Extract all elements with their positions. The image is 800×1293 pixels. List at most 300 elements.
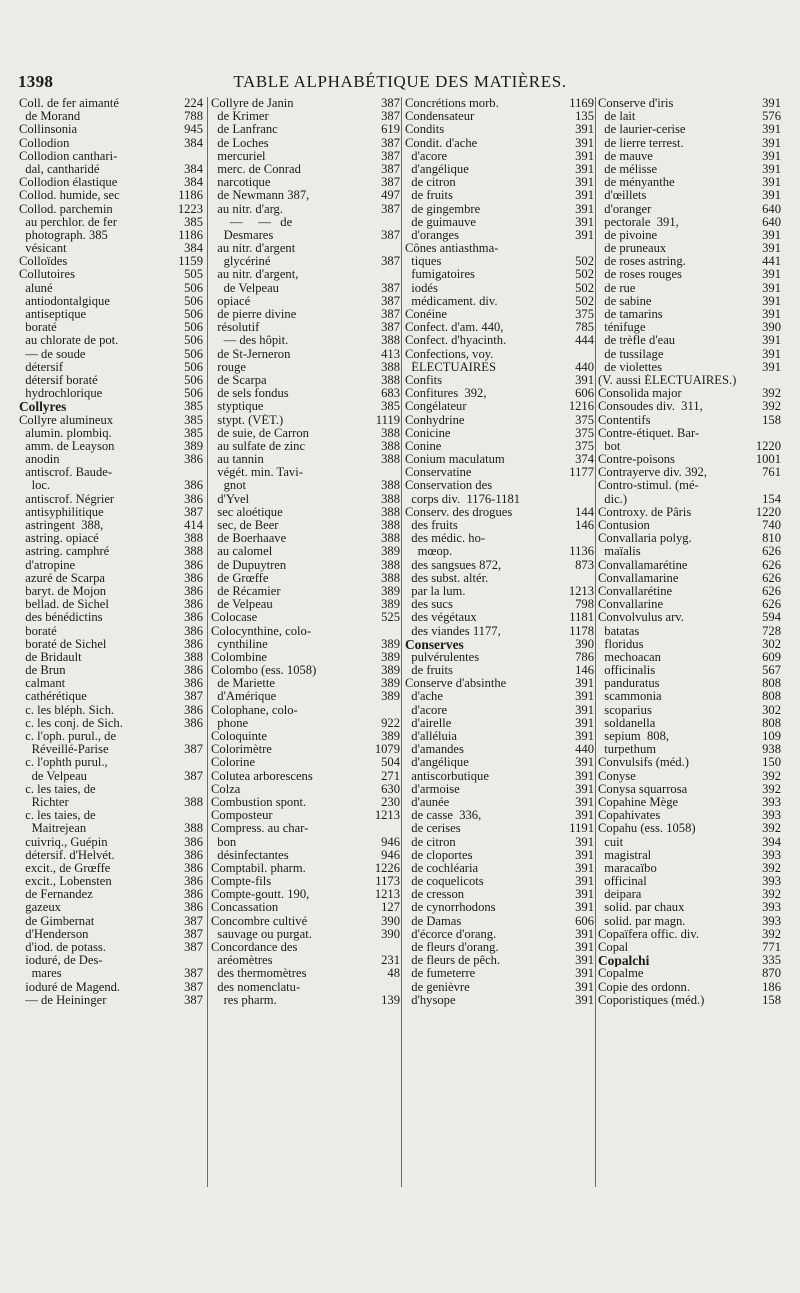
entry-page-ref (397, 268, 400, 281)
index-entry (19, 110, 203, 123)
entry-term: sec, de Beer (211, 519, 279, 532)
entry-page-ref: 502 (575, 281, 594, 295)
entry-term: de Dupuytren (211, 558, 287, 572)
entry-page-ref: 810 (762, 532, 781, 546)
entry-page-ref: 386 (184, 558, 203, 572)
entry-term: boraté de Sichel (19, 637, 107, 651)
entry-term: de Morand (19, 110, 81, 124)
index-entry (211, 176, 400, 189)
index-entry (598, 374, 781, 387)
index-entry (405, 321, 594, 334)
entry-term: Convolvulus arv. (598, 611, 684, 625)
index-entry (19, 559, 203, 572)
entry-page-ref: 393 (762, 901, 781, 915)
entry-term: calmant (19, 677, 66, 691)
entry-term: d'acore (405, 149, 448, 163)
entry-page-ref: 1223 (177, 202, 203, 216)
index-entry (598, 440, 781, 453)
index-entry (598, 809, 781, 822)
entry-term: pectorale 391, (598, 215, 679, 229)
entry-term: de Newmann 387, (211, 189, 310, 203)
index-entry (405, 519, 594, 532)
entry-term: Colorine (211, 756, 256, 770)
entry-term: de violettes (598, 360, 663, 374)
entry-term: officinal (598, 875, 647, 889)
entry-term: corps div. 1176-1181 (405, 492, 521, 506)
entry-page-ref: 391 (762, 97, 781, 110)
index-entry (211, 809, 400, 822)
entry-term: Convallamarine (598, 571, 679, 585)
entry-page-ref (397, 981, 400, 994)
entry-page-ref: 771 (762, 941, 781, 954)
entry-term: Cônes antiasthma- (405, 242, 499, 256)
entry-page-ref: 388 (184, 822, 203, 836)
entry-term: d'angélique (405, 756, 469, 770)
entry-term: de roses rouges (598, 268, 682, 282)
entry-page-ref: 506 (184, 360, 203, 374)
index-entry (19, 690, 203, 703)
index-entry (598, 559, 781, 572)
entry-page-ref: 139 (381, 993, 400, 1007)
index-entry (598, 796, 781, 809)
index-entry (19, 743, 203, 756)
entry-page-ref: 389 (381, 690, 400, 704)
entry-page-ref: 392 (762, 769, 781, 783)
index-entry (19, 809, 203, 822)
entry-term: narcotique (211, 176, 271, 190)
index-entry (598, 334, 781, 347)
index-entry (405, 730, 594, 743)
entry-page-ref: 388 (381, 571, 400, 585)
index-entry (405, 664, 594, 677)
entry-page-ref: 387 (381, 202, 400, 216)
entry-term: amm. de Leayson (19, 439, 115, 453)
entry-term: astringent 388, (19, 519, 104, 532)
entry-term: fumigatoires (405, 268, 475, 282)
entry-page-ref: 728 (762, 624, 781, 638)
entry-term: d'alléluia (405, 730, 457, 743)
entry-page-ref: 384 (184, 176, 203, 190)
entry-term: de sabine (598, 294, 652, 308)
entry-page-ref (200, 783, 203, 796)
entry-page-ref: 391 (762, 176, 781, 190)
entry-term: de roses astring. (598, 255, 686, 269)
entry-term: d'œillets (598, 189, 647, 203)
index-entry (211, 611, 400, 624)
entry-term: Contrayerve div. 392, (598, 466, 708, 480)
entry-page-ref (591, 493, 594, 506)
entry-term: de Fernandez (19, 888, 93, 902)
entry-term: phone (211, 716, 249, 730)
entry-term: Collod. parchemin (19, 202, 113, 216)
entry-page-ref: 48 (387, 967, 400, 981)
entry-term: antiscrof. Négrier (19, 492, 115, 506)
entry-term: excit., Lobensten (19, 875, 112, 889)
entry-term: des médic. ho- (405, 532, 486, 546)
entry-term: Condit. d'ache (405, 136, 478, 150)
index-entry (19, 137, 203, 150)
entry-page-ref (591, 572, 594, 585)
index-entry (405, 611, 594, 624)
entry-page-ref: 393 (762, 795, 781, 809)
entry-term: de rue (598, 281, 636, 295)
entry-term: de cochléaria (405, 861, 479, 875)
entry-term: batatas (598, 624, 640, 638)
index-entry (19, 638, 203, 651)
index-entry (405, 994, 594, 1007)
entry-term: antiscrof. Baude- (19, 466, 113, 480)
entry-page-ref: 385 (184, 426, 203, 440)
entry-page-ref: 385 (184, 215, 203, 229)
column-divider (401, 97, 402, 1187)
entry-page-ref: 506 (184, 281, 203, 295)
entry-term: c. les bléph. Sich. (19, 703, 115, 717)
entry-page-ref: 388 (381, 426, 400, 440)
entry-page-ref: 386 (184, 703, 203, 717)
index-entry (405, 229, 594, 242)
index-entry (598, 163, 781, 176)
entry-page-ref: 387 (381, 97, 400, 110)
index-entry (211, 532, 400, 545)
index-entry (405, 387, 594, 400)
index-entry (405, 651, 594, 664)
index-entry (19, 400, 203, 413)
entry-page-ref: 391 (762, 281, 781, 295)
entry-page-ref: 626 (762, 584, 781, 598)
index-entry (211, 743, 400, 756)
entry-term: officinalis (598, 664, 656, 678)
entry-page-ref: 387 (381, 255, 400, 269)
entry-term: hydrochlorique (19, 387, 103, 401)
index-entry (19, 255, 203, 268)
entry-term: Collyre alumineux (19, 413, 114, 427)
entry-term: Copaïfera offic. div. (598, 927, 700, 941)
entry-page-ref: 391 (762, 334, 781, 348)
index-entry (598, 216, 781, 229)
entry-page-ref: 391 (762, 189, 781, 203)
entry-page-ref: 808 (762, 677, 781, 691)
entry-page-ref: 761 (762, 466, 781, 480)
index-entry (211, 888, 400, 901)
entry-term: Combustion spont. (211, 795, 307, 809)
entry-term: photograph. 385 (19, 228, 108, 242)
index-entry (598, 242, 781, 255)
entry-page-ref: 1136 (569, 545, 594, 559)
entry-term: de trèfle d'eau (598, 334, 676, 348)
index-entry (211, 849, 400, 862)
entry-page-ref: 271 (381, 769, 400, 783)
index-entry (211, 216, 400, 229)
entry-page-ref: 497 (381, 189, 400, 203)
entry-page-ref: 391 (575, 123, 594, 137)
index-entry (405, 479, 594, 492)
index-entry (211, 954, 400, 967)
entry-page-ref (200, 150, 203, 163)
entry-term: d'amandes (405, 743, 464, 757)
entry-term: par la lum. (405, 584, 466, 598)
column-divider (207, 97, 208, 1187)
entry-term: de coquelicots (405, 875, 484, 889)
entry-page-ref: 393 (762, 875, 781, 889)
entry-term: détersif. d'Helvét. (19, 848, 115, 862)
index-entry (405, 967, 594, 980)
entry-term: pulvérulentes (405, 650, 480, 664)
index-entry (211, 282, 400, 295)
entry-page-ref: 391 (575, 690, 594, 704)
entry-page-ref: 1001 (755, 453, 781, 467)
entry-page-ref: 389 (381, 677, 400, 691)
entry-term: stypt. (VÉT.) (211, 413, 284, 427)
entry-page-ref: 388 (381, 439, 400, 453)
entry-page-ref: 386 (184, 492, 203, 506)
index-entry (405, 783, 594, 796)
entry-term: végét. min. Tavi- (211, 466, 303, 480)
entry-page-ref: 392 (762, 400, 781, 414)
index-entry (405, 189, 594, 202)
entry-term: Compress. au char- (211, 822, 309, 836)
entry-term: de Velpeau (211, 281, 279, 295)
entry-term: Conéine (405, 308, 447, 321)
entry-page-ref: 391 (575, 162, 594, 176)
entry-term: antiseptique (19, 308, 87, 321)
entry-term: d'oranger (598, 202, 652, 216)
index-entry (211, 730, 400, 743)
entry-page-ref: 391 (575, 769, 594, 783)
entry-term: d'atropine (19, 558, 76, 572)
entry-term: mœop. (405, 545, 453, 559)
index-entry (598, 928, 781, 941)
entry-term: d'écorce d'orang. (405, 927, 497, 941)
index-entry (405, 704, 594, 717)
entry-page-ref (591, 479, 594, 492)
entry-page-ref: 391 (762, 360, 781, 374)
entry-page-ref: 391 (575, 954, 594, 968)
page-number: 1398 (18, 72, 54, 91)
entry-page-ref: 387 (381, 228, 400, 242)
entry-term: de tussilage (598, 347, 664, 361)
index-entry (598, 506, 781, 519)
index-entry (211, 941, 400, 954)
entry-page-ref: 391 (762, 123, 781, 137)
index-entry (598, 822, 781, 835)
entry-term: de Récamier (211, 584, 281, 598)
index-entry (405, 625, 594, 638)
entry-page-ref (778, 479, 781, 492)
entry-term: de mélisse (598, 162, 658, 176)
index-entry (598, 836, 781, 849)
entry-term: des subst. altér. (405, 571, 489, 585)
entry-term: Contre-étiquet. Bar- (598, 426, 700, 440)
entry-page-ref (397, 242, 400, 255)
index-entry (405, 466, 594, 479)
entry-page-ref: 158 (762, 993, 781, 1007)
entry-page-ref: 1186 (178, 228, 203, 242)
index-entry (19, 585, 203, 598)
entry-term: de laurier-cerise (598, 123, 686, 137)
entry-page-ref: 391 (762, 308, 781, 321)
entry-term: d'Amérique (211, 690, 277, 704)
entry-page-ref: 808 (762, 690, 781, 704)
entry-page-ref: 391 (575, 809, 594, 823)
entry-term: Comptabil. pharm. (211, 861, 306, 875)
entry-term: excit., de Grœffe (19, 861, 111, 875)
index-entry (19, 770, 203, 783)
index-entry (211, 690, 400, 703)
index-entry (19, 176, 203, 189)
index-entry (598, 704, 781, 717)
entry-page-ref: 1213 (374, 809, 400, 823)
entry-term: loc. (19, 479, 51, 493)
entry-term: de fruits (405, 664, 453, 678)
entry-page-ref: 389 (381, 730, 400, 743)
entry-term: cuivriq., Guépin (19, 835, 108, 849)
index-entry (405, 400, 594, 413)
entry-term: d'airelle (405, 716, 452, 730)
entry-term: c. les taies, de (19, 782, 96, 796)
entry-page-ref: 1119 (375, 413, 400, 427)
entry-page-ref: 391 (575, 703, 594, 717)
entry-term: de citron (405, 176, 456, 190)
entry-page-ref: 386 (184, 611, 203, 625)
index-entry (211, 506, 400, 519)
entry-page-ref: 1178 (569, 624, 594, 638)
index-entry (598, 532, 781, 545)
entry-page-ref: 391 (575, 901, 594, 915)
entry-page-ref: 391 (762, 347, 781, 361)
entry-term: de lait (598, 110, 636, 124)
index-entry (19, 611, 203, 624)
entry-page-ref (591, 532, 594, 545)
index-entry (598, 255, 781, 268)
entry-term: maïalis (598, 545, 641, 559)
entry-page-ref: 385 (184, 400, 203, 414)
entry-term: antisyphilitique (19, 505, 104, 519)
index-entry (598, 994, 781, 1007)
index-entry (211, 361, 400, 374)
index-entry (598, 414, 781, 427)
index-entry (598, 321, 781, 334)
entry-page-ref: 946 (381, 835, 400, 849)
entry-page-ref: 505 (184, 268, 203, 282)
entry-term: de citron (405, 835, 456, 849)
entry-term: astring. opiacé (19, 532, 99, 546)
entry-term: de lierre terrest. (598, 136, 684, 150)
entry-term: d'Yvel (211, 492, 250, 506)
index-entry (19, 150, 203, 163)
entry-term: ioduré de Magend. (19, 980, 121, 994)
entry-term: de fumeterre (405, 967, 476, 981)
entry-page-ref: 391 (575, 149, 594, 163)
index-entry (405, 308, 594, 321)
entry-term: de cloportes (405, 848, 473, 862)
index-entry (211, 559, 400, 572)
index-entry (405, 862, 594, 875)
entry-term: Confits (405, 373, 443, 387)
index-entry (211, 466, 400, 479)
entry-page-ref: 387 (381, 162, 400, 176)
entry-page-ref: 391 (575, 215, 594, 229)
entry-page-ref: 393 (762, 809, 781, 823)
entry-term: de Brun (19, 664, 66, 678)
index-entry (19, 730, 203, 743)
entry-term: Colocynthine, colo- (211, 624, 312, 638)
index-entry (211, 414, 400, 427)
entry-page-ref: 1079 (374, 743, 400, 757)
entry-page-ref: 388 (381, 479, 400, 493)
index-column-3 (405, 97, 594, 1007)
entry-page-ref: 386 (184, 901, 203, 915)
entry-term: ÉLECTUAIRES (405, 360, 496, 374)
index-entry (19, 875, 203, 888)
entry-page-ref: 391 (762, 136, 781, 150)
index-entry (211, 796, 400, 809)
index-entry (598, 941, 781, 954)
entry-page-ref: 394 (762, 835, 781, 849)
index-entry (19, 321, 203, 334)
entry-term: des viandes 1177, (405, 624, 501, 638)
index-entry (405, 242, 594, 255)
index-entry (211, 901, 400, 914)
entry-page-ref: 390 (381, 914, 400, 928)
entry-term: tiques (405, 255, 442, 269)
entry-page-ref (778, 374, 781, 387)
entry-term: des thermomètres (211, 967, 307, 981)
running-title: TABLE ALPHABÉTIQUE DES MATIÈRES. (233, 72, 567, 91)
entry-page-ref: 502 (575, 294, 594, 308)
index-entry (19, 387, 203, 400)
entry-page-ref: 1181 (569, 611, 594, 625)
index-entry (598, 176, 781, 189)
entry-term: Colloïdes (19, 255, 68, 269)
entry-term: antiodontalgique (19, 294, 110, 308)
index-entry (211, 664, 400, 677)
entry-page-ref: 388 (381, 373, 400, 387)
entry-page-ref: 390 (762, 321, 781, 335)
entry-page-ref (397, 941, 400, 954)
entry-page-ref: 630 (381, 782, 400, 796)
entry-page-ref: 375 (575, 308, 594, 321)
entry-page-ref (200, 730, 203, 743)
index-entry (405, 915, 594, 928)
entry-term: des sangsues 872, (405, 558, 502, 572)
entry-term: merc. de Conrad (211, 162, 301, 176)
entry-term: Collodion canthari- (19, 149, 118, 163)
index-entry (19, 598, 203, 611)
index-entry (598, 756, 781, 769)
entry-page-ref: 506 (184, 373, 203, 387)
entry-page-ref: 375 (575, 426, 594, 440)
entry-page-ref: 391 (575, 373, 594, 387)
entry-page-ref: 391 (575, 176, 594, 190)
entry-term: — — de (211, 215, 293, 229)
entry-page-ref: 504 (381, 756, 400, 770)
entry-page-ref: 127 (381, 901, 400, 915)
entry-term: de Krimer (211, 110, 269, 124)
entry-page-ref: 525 (381, 611, 400, 625)
index-entry (211, 928, 400, 941)
entry-page-ref: 392 (762, 888, 781, 902)
entry-term: Conserv. des drogues (405, 505, 513, 519)
index-entry (19, 783, 203, 796)
entry-term: de pruneaux (598, 242, 667, 256)
index-entry (598, 123, 781, 136)
entry-term: glycériné (211, 255, 271, 269)
index-entry (19, 862, 203, 875)
entry-term: solid. par chaux (598, 901, 685, 915)
index-entry (211, 862, 400, 875)
index-entry (211, 255, 400, 268)
entry-term: vésicant (19, 242, 67, 256)
